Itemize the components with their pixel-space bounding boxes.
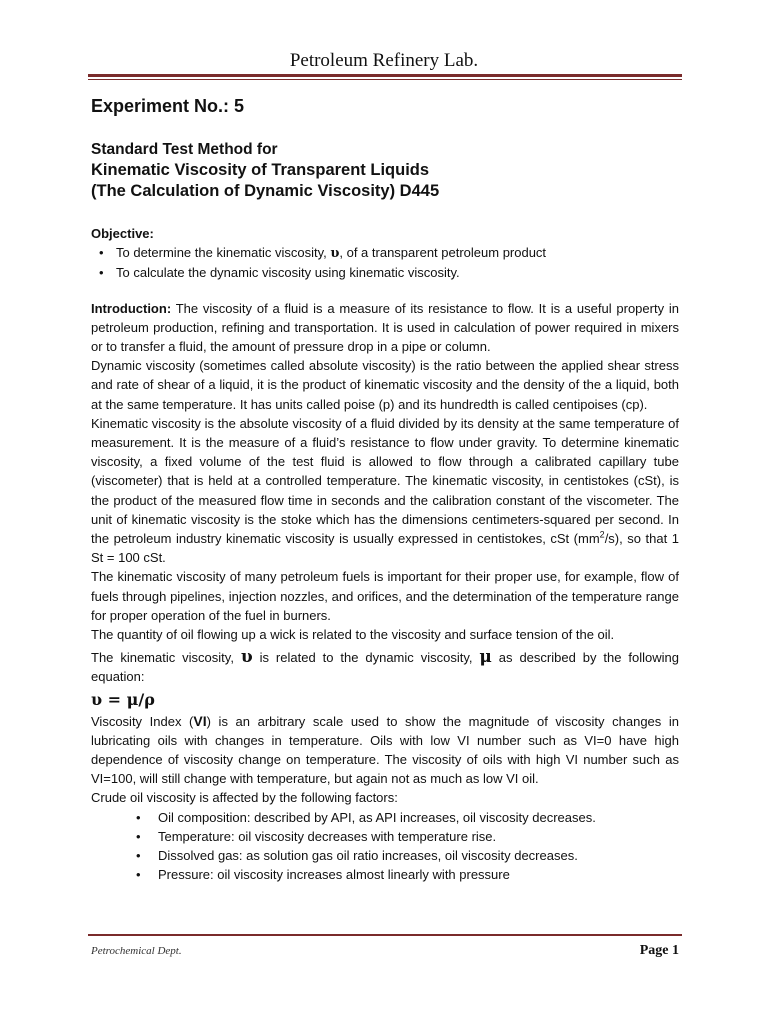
relation-text-tail: as described by the following equation: [91, 650, 679, 685]
upsilon-symbol: υ [330, 246, 340, 262]
objective-item-1-tail: , of a transparent petroleum product [339, 245, 547, 261]
standard-line-2: Kinematic Viscosity of Transparent Liquids [91, 161, 430, 179]
page-number: Page 1 [639, 943, 679, 958]
factor-item: • Pressure: oil viscosity increases almost linearly with pressure [91, 865, 679, 884]
viscosity-index-paragraph [91, 712, 679, 789]
objective-label: Objective: [91, 226, 154, 241]
vi-abbrev: VI [193, 712, 207, 729]
viscosity-equation: υ = μ/ρ [91, 689, 155, 709]
dynamic-viscosity-paragraph: Dynamic viscosity (sometimes called absolute viscosity) is the ratio between the applied shear stress and rate of shear of a liquid, it is the product of kinematic viscosity and the density of the a liquid, both at the same temperature. It has units called poise (p) and its hundredth is called centipoises (cp). [91, 358, 679, 412]
footer-department: Petrochemical Dept. [91, 945, 182, 957]
footer-rule [88, 934, 682, 936]
objective-item [91, 243, 679, 263]
standard-line-3: (The Calculation of Dynamic Viscosity) D445 [91, 182, 440, 200]
factor-item: • Temperature: oil viscosity decreases with temperature rise. [91, 827, 679, 846]
relation-paragraph [91, 648, 679, 686]
introduction-paragraph [91, 299, 679, 357]
header-rule-thick [88, 74, 682, 77]
relation-text-mid: is related to the dynamic viscosity, [252, 650, 480, 666]
kinematic-text: Kinematic viscosity is the absolute viscosity of a fluid divided by its density at the same temperature of measurement. It is the measure of a fluid’s resistance to flow under gravity. To determine kinematic viscosity, a fixed volume of the test fluid is allowed to flow through a calibrated capillary tube (viscometer) that is held at a controlled temperature. The kinematic viscosity, in centistokes (cSt), is the product of the measured flow time in seconds and the calibration constant of the viscometer. The unit of kinematic viscosity is the stoke which has the dimensions centimeters-squared per second. In the petroleum industry kinematic viscosity is usually expressed in centistokes, cSt (mm [91, 415, 679, 547]
introduction-label: Introduction: [91, 300, 172, 316]
kinematic-text-tail: /s), so that 1 St = 100 cSt. [91, 531, 679, 566]
page-header-title: Petroleum Refinery Lab. [289, 50, 479, 71]
mu-symbol: μ [479, 647, 492, 668]
objective-item-1-text: To determine the kinematic viscosity, [116, 245, 331, 261]
introduction-text: The viscosity of a fluid is a measure of its resistance to flow. It is a useful property in petroleum production, refining and transportation. It is used in calculation of power required in mixers or to transfer a fluid, the amount of pressure drop in a pipe or column. [91, 300, 679, 355]
petroleum-fuels-paragraph: The kinematic viscosity of many petroleum fuels is important for their proper use, for example, flow of fuels through pipelines, injection nozzles, and orifices, and the determination of the temperature range for proper operation of the fuel in burners. [91, 569, 679, 623]
standard-title-block [91, 140, 679, 202]
objective-item: • To calculate the dynamic viscosity using kinematic viscosity. [91, 263, 679, 282]
vi-text: Viscosity Index ( [91, 713, 194, 729]
relation-text: The kinematic viscosity, [91, 650, 241, 666]
factor-item: • Dissolved gas: as solution gas oil ratio increases, oil viscosity decreases. [91, 846, 679, 865]
factors-intro: Crude oil viscosity is affected by the following factors: [91, 790, 398, 806]
header-rule-thin [88, 79, 682, 80]
experiment-title: Experiment No.: 5 [91, 96, 245, 116]
factor-item: • Oil composition: described by API, as API increases, oil viscosity decreases. [91, 808, 679, 827]
standard-line-1: Standard Test Method for [91, 141, 278, 158]
kinematic-viscosity-paragraph [91, 414, 679, 568]
upsilon-symbol: υ [240, 647, 253, 668]
factors-list [91, 808, 679, 885]
vi-text-tail: ) is an arbitrary scale used to show the magnitude of viscosity changes in lubricating oils with changes in temperature. Oils with low VI number such as VI=0 have high dependence of viscosity change on temperature. The viscosity of oils with high VI number such as VI=100, will still change with temperature, but again not as much as low VI oil. [91, 713, 679, 787]
objective-list [91, 243, 679, 282]
superscript-two: 2 [599, 529, 605, 540]
wick-paragraph: The quantity of oil flowing up a wick is related to the viscosity and surface tension of the oil. [91, 627, 615, 643]
page-content [91, 94, 679, 885]
